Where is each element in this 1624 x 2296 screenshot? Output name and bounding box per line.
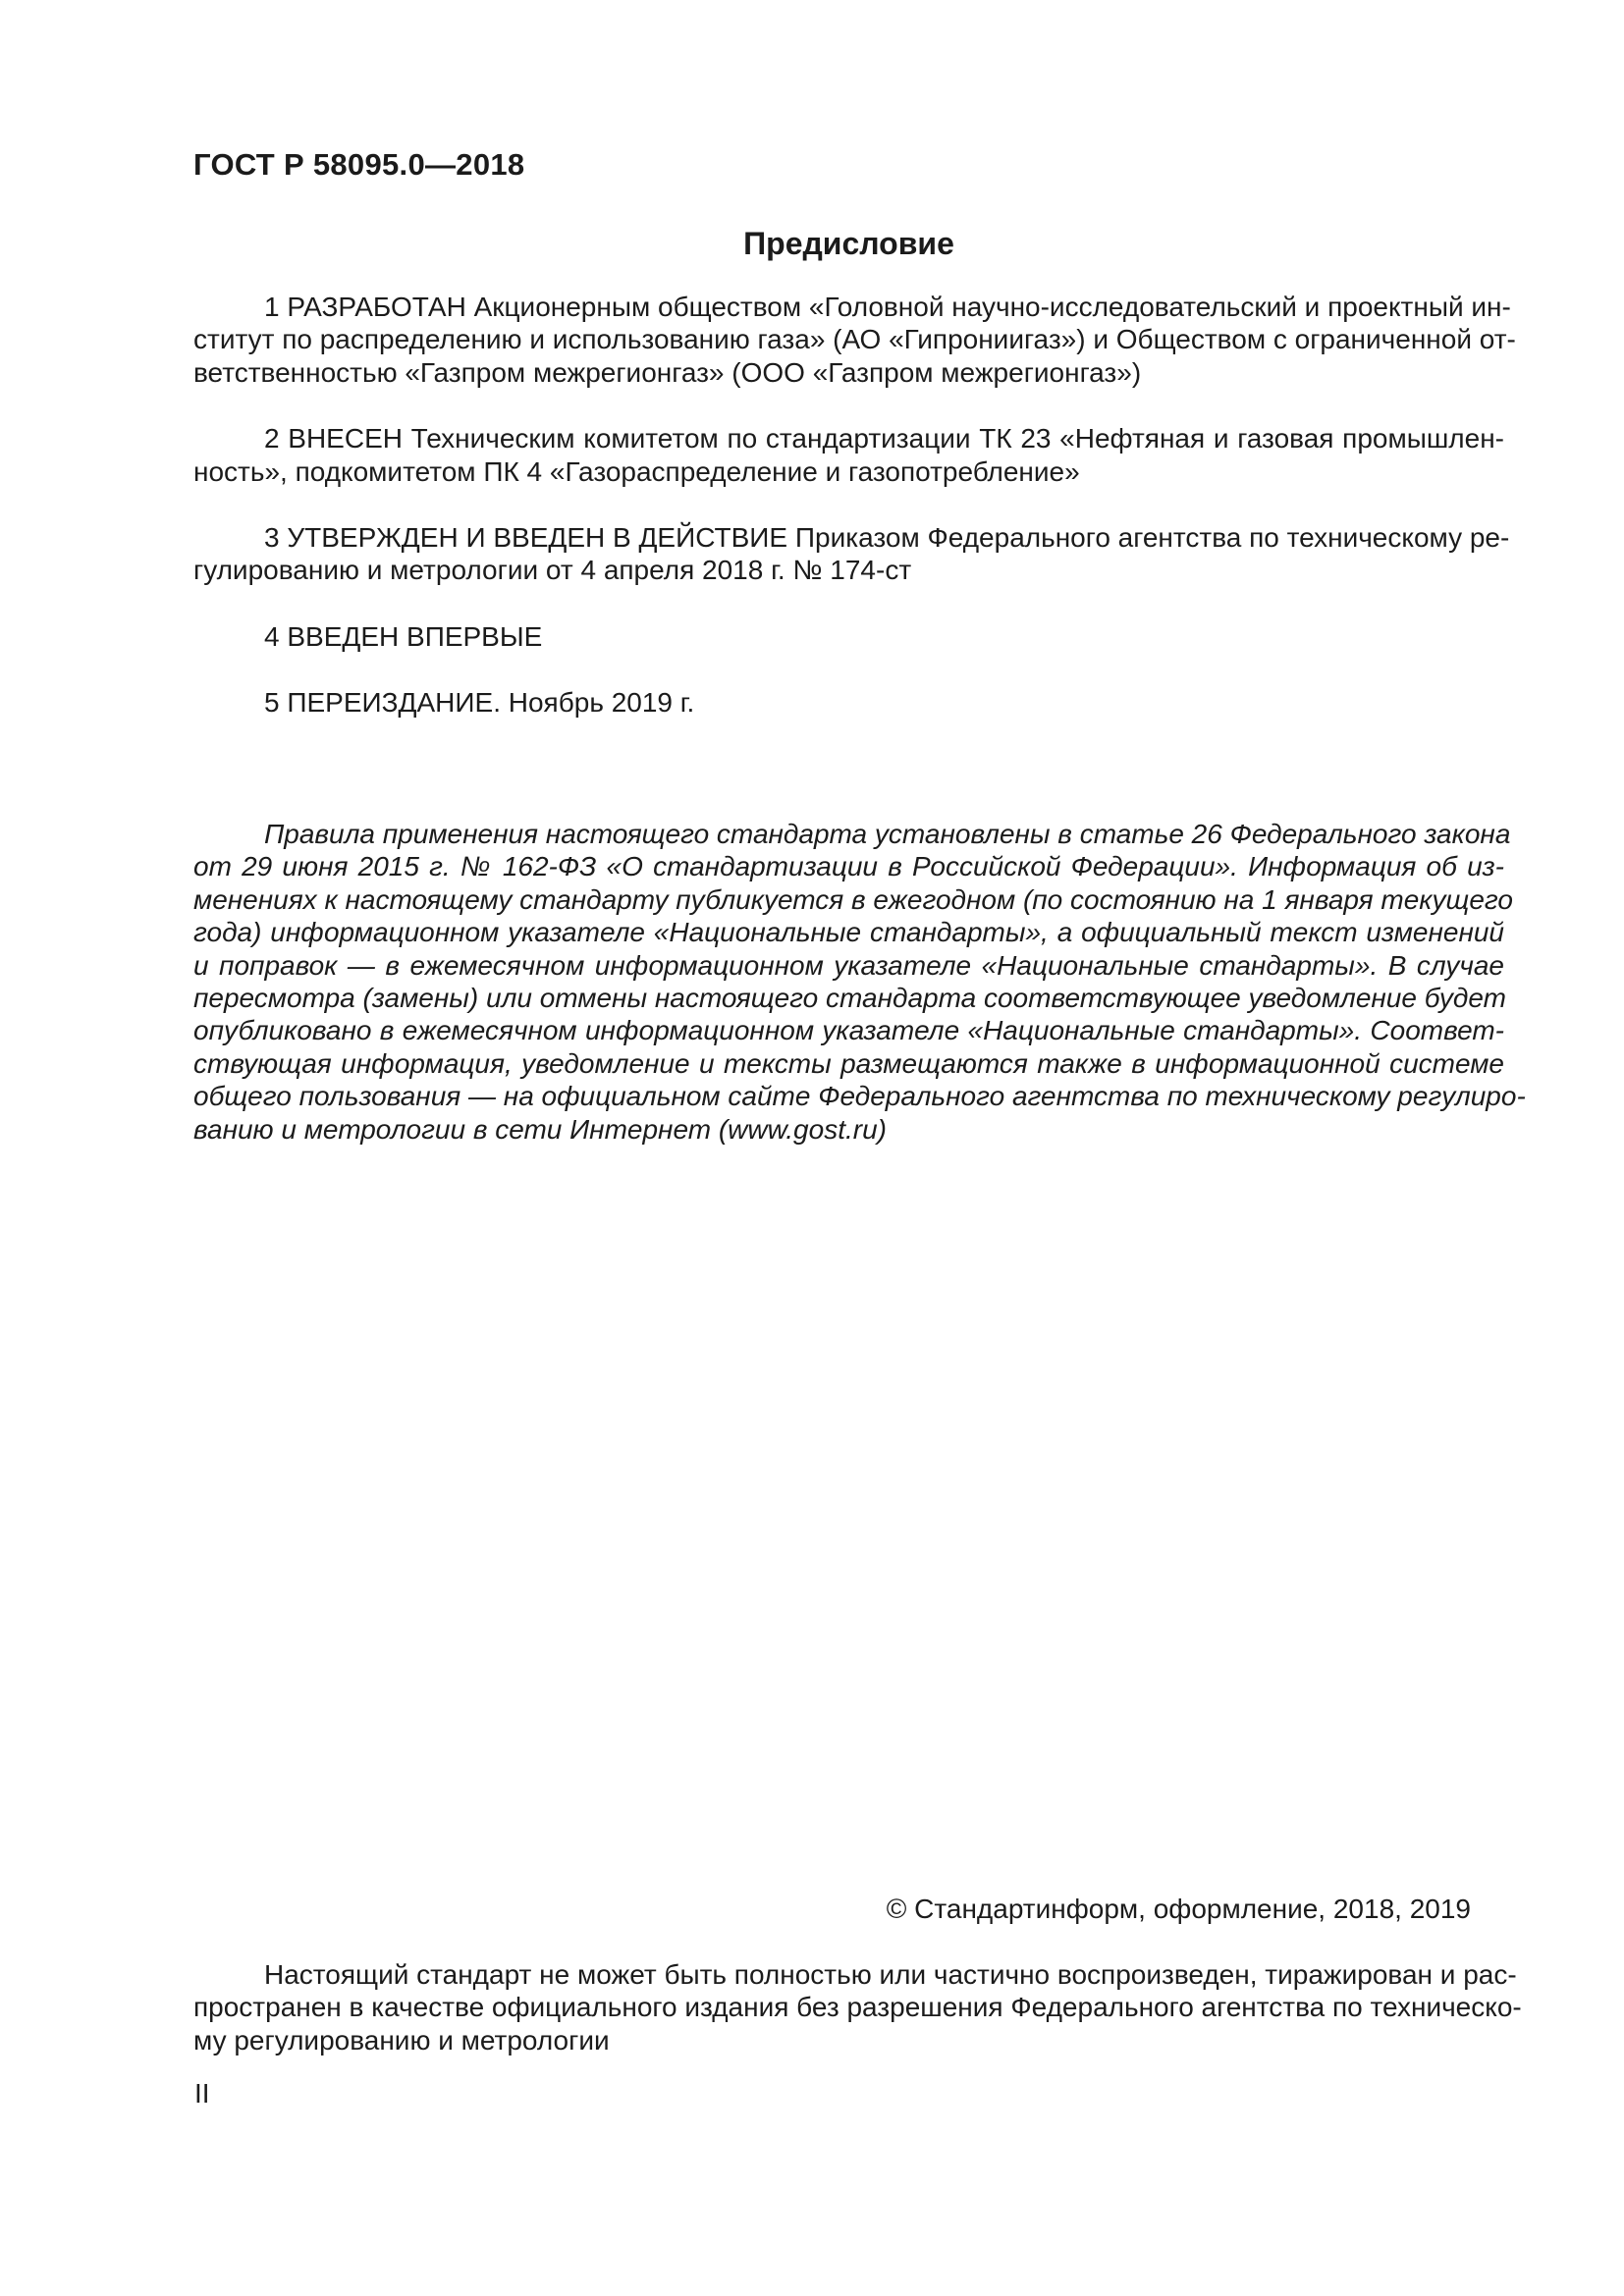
reproduction-notice bbox=[193, 1958, 1522, 2056]
text-line: и поправок — в ежемесячном информационном указателе «Национальные стандарты». В случае bbox=[193, 949, 1504, 981]
doc-number: ГОСТ Р 58095.0—2018 bbox=[193, 147, 525, 182]
text-line: пространен в качестве официального издания без разрешения Федерального агентства по техническо- bbox=[193, 1992, 1522, 2023]
text-line: менениях к настоящему стандарту публикуется в ежегодном (по состоянию на 1 января текущего bbox=[193, 883, 1513, 915]
text-line: гулированию и метрологии от 4 апреля 2018 г. № 174-ст bbox=[193, 555, 912, 586]
foreword-paragraph-5 bbox=[193, 686, 1504, 719]
page-title: Предисловие bbox=[743, 226, 954, 261]
text-line: пересмотра (замены) или отмены настоящего стандарта соответствующее уведомление будет bbox=[193, 983, 1506, 1014]
text-line: Настоящий стандарт не может быть полностью или частично воспроизведен, тиражирован и рас- bbox=[264, 1959, 1517, 1990]
text-line: опубликовано в ежемесячном информационном указателе «Национальные стандарты». Соответ- bbox=[193, 1015, 1504, 1046]
foreword-paragraph-1 bbox=[193, 291, 1516, 389]
text-line: ванию и метрологии в сети Интернет (www.gost.ru) bbox=[193, 1113, 887, 1145]
text-line: ветственностью «Газпром межрегионгаз» (ООО «Газпром межрегионгаз») bbox=[193, 356, 1142, 388]
foreword-paragraph-3 bbox=[193, 521, 1510, 587]
text-line: 1 РАЗРАБОТАН Акционерным обществом «Головной научно-исследовательский и проектный ин- bbox=[264, 292, 1511, 322]
text-line: года) информационном указателе «Национальные стандарты», а официальный текст изменений bbox=[193, 917, 1504, 948]
text-line: 4 ВВЕДЕН ВПЕРВЫЕ bbox=[264, 620, 543, 652]
text-line: 2 ВНЕСЕН Техническим комитетом по стандартизации ТК 23 «Нефтяная и газовая промышлен- bbox=[264, 423, 1504, 454]
text-line: 3 УТВЕРЖДЕН И ВВЕДЕН В ДЕЙСТВИЕ Приказом Федерального агентства по техническому ре- bbox=[264, 522, 1510, 554]
legal-notice bbox=[193, 818, 1526, 1146]
text-line: общего пользования — на официальном сайте Федерального агентства по техническому регулиро- bbox=[193, 1081, 1526, 1112]
text-line: 5 ПЕРЕИЗДАНИЕ. Ноябрь 2019 г. bbox=[264, 687, 695, 719]
text-line: ность», подкомитетом ПК 4 «Газораспределение и газопотребление» bbox=[193, 455, 1080, 487]
page-number: II bbox=[194, 2078, 210, 2109]
text-line: му регулированию и метрологии bbox=[193, 2024, 610, 2056]
text-line: ститут по распределению и использованию газа» (АО «Гипрониигаз») и Обществом с ограниченной от- bbox=[193, 324, 1516, 355]
text-line: Правила применения настоящего стандарта установлены в статье 26 Федерального закона bbox=[264, 819, 1511, 849]
copyright-line: © Стандартинформ, оформление, 2018, 2019 bbox=[886, 1894, 1471, 1924]
foreword-paragraphs bbox=[193, 291, 1516, 720]
foreword-paragraph-4 bbox=[193, 620, 1504, 653]
text-line: от 29 июня 2015 г. № 162-ФЗ «О стандартизации в Российской Федерации». Информация об из- bbox=[193, 851, 1504, 882]
foreword-paragraph-2 bbox=[193, 422, 1504, 488]
text-line: ствующая информация, уведомление и тексты размещаются также в информационной системе bbox=[193, 1047, 1504, 1079]
